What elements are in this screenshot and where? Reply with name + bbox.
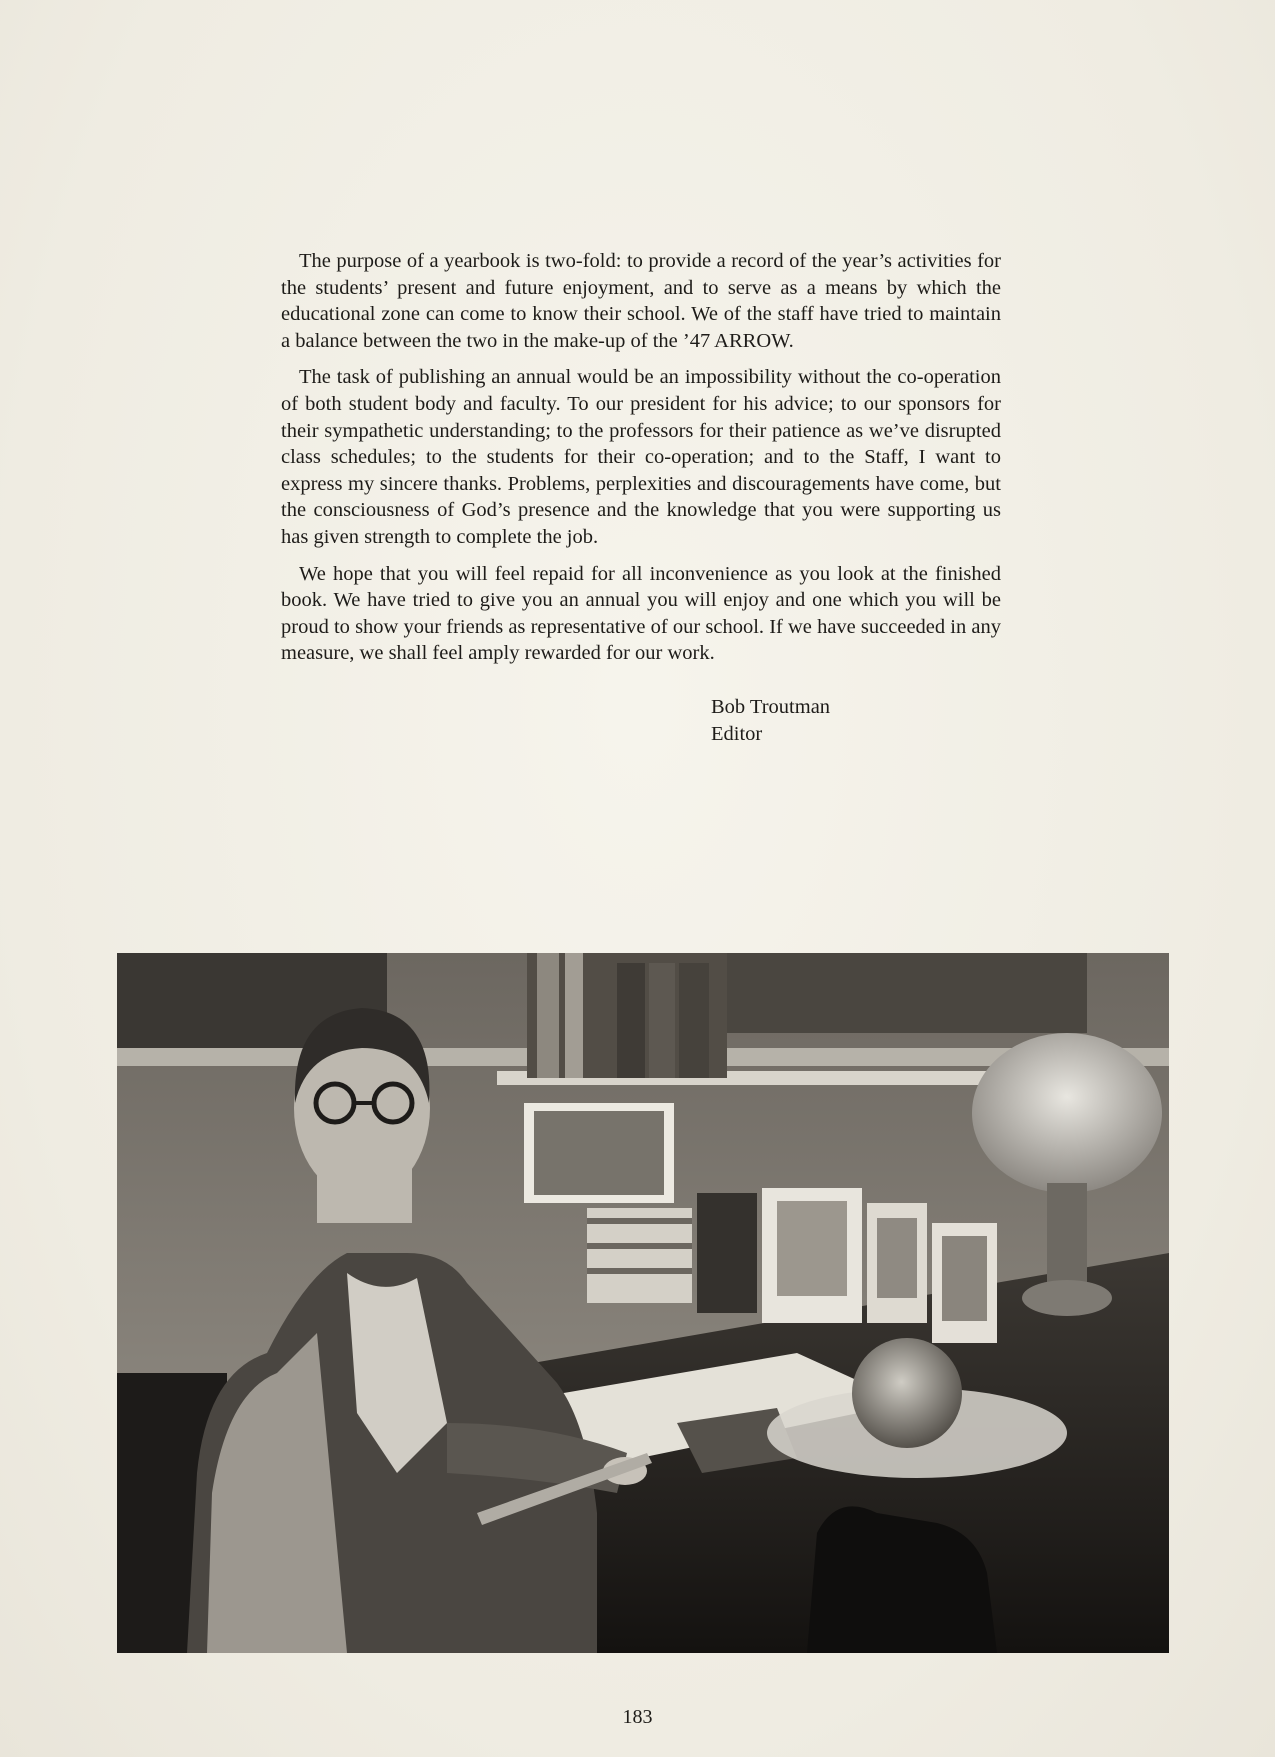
editor-letter: [281, 248, 1001, 677]
signature-block: [711, 694, 830, 748]
signature-name: Bob Troutman: [711, 696, 831, 718]
editor-photo-image: [117, 953, 1169, 1653]
letter-paragraph-1: The purpose of a yearbook is two-fold: to provide a record of the year’s activities for the students’ present and future enjoyment, and to serve as a means by which the educational zone can come to know their school. We of the staff have tried to maintain a balance between the two in the make-up of the ’47 ARROW.: [281, 250, 1001, 352]
signature-title: Editor: [711, 723, 763, 745]
letter-paragraph-3: We hope that you will feel repaid for all inconvenience as you look at the finished book. We have tried to give you an annual you will enjoy and one which you will be proud to show your friends as representative of our school. If we have succeeded in any measure, we shall feel amply rewarded for our work.: [281, 562, 1001, 665]
page-number: 183: [622, 1706, 653, 1728]
letter-paragraph-2: The task of publishing an annual would be an impossibility without the co-operation of both student body and faculty. To our president for his advice; to our sponsors for their sympathetic understanding; to the professors for their patience as we’ve disrupted class schedules; to the students for their co-operation; and to the Staff, I want to express my sincere thanks. Problems, perplexities and discouragements have come, but the consciousness of God’s presence and the knowledge that you were supporting us has given strength to complete the job.: [281, 366, 1001, 548]
editor-photo: [117, 953, 1169, 1653]
